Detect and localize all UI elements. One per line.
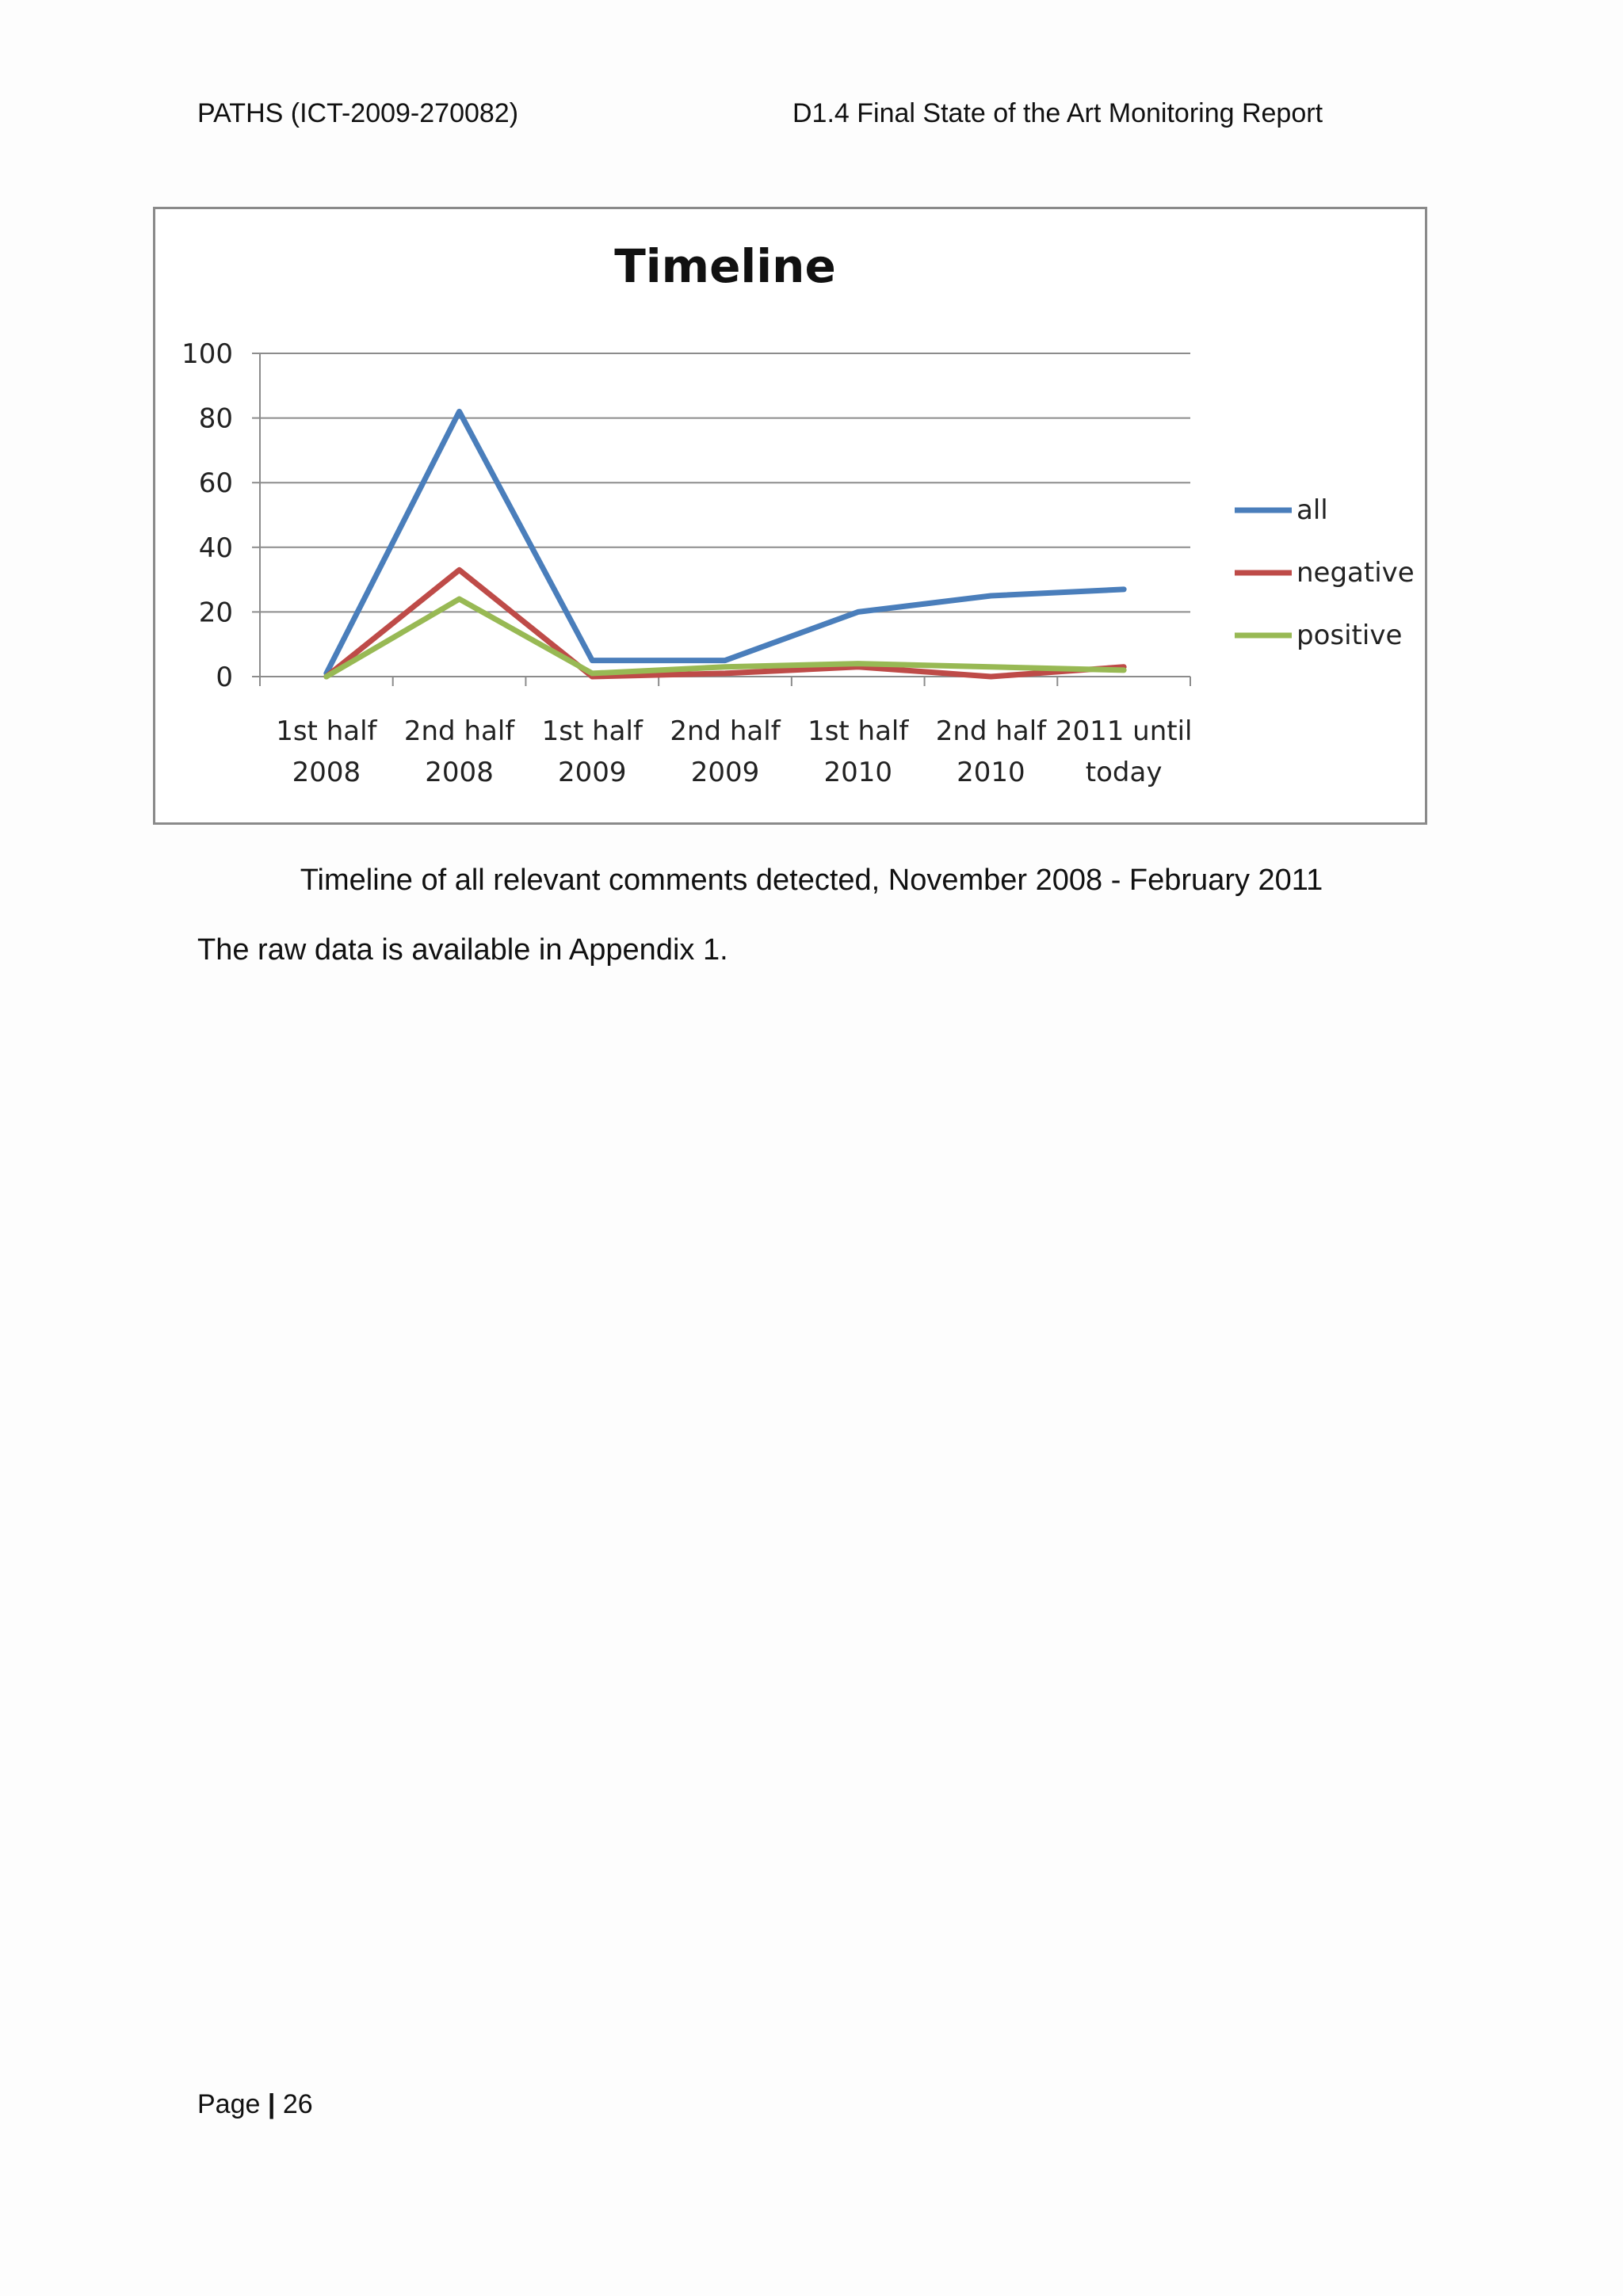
x-tick-label: 2011 until: [1055, 715, 1193, 747]
x-tick-label: today: [1085, 757, 1163, 788]
series-line-positive: [327, 599, 1124, 677]
x-tick-label: 2010: [957, 757, 1025, 788]
footer-page-label: Page: [197, 2089, 261, 2119]
y-tick-label: 20: [198, 597, 233, 629]
footer-page-number: 26: [282, 2089, 313, 2119]
y-tick-label: 100: [181, 338, 233, 370]
x-tick-label: 2009: [558, 757, 627, 788]
footer-separator: |: [267, 2089, 276, 2119]
series-line-all: [327, 411, 1124, 673]
x-tick-label: 2008: [292, 757, 361, 788]
timeline-chart: [155, 209, 1425, 822]
x-tick-label: 2nd half: [935, 715, 1047, 747]
y-tick-label: 60: [198, 467, 233, 500]
x-tick-label: 2009: [690, 757, 760, 788]
x-tick-label: 2nd half: [670, 715, 781, 747]
x-tick-label: 1st half: [276, 715, 377, 747]
x-tick-label: 1st half: [541, 715, 643, 747]
legend-label-all: all: [1296, 494, 1328, 526]
x-tick-label: 2010: [823, 757, 892, 788]
header-report-title: D1.4 Final State of the Art Monitoring Report: [792, 98, 1323, 128]
header-project-id: PATHS (ICT-2009-270082): [197, 98, 519, 128]
chart-title: Timeline: [614, 239, 836, 293]
y-tick-label: 80: [198, 402, 233, 435]
legend-label-negative: negative: [1296, 557, 1415, 589]
chart-frame: [153, 207, 1427, 825]
body-paragraph: The raw data is available in Appendix 1.: [197, 933, 728, 967]
legend-label-positive: positive: [1296, 620, 1403, 651]
x-tick-label: 1st half: [808, 715, 909, 747]
y-tick-label: 0: [216, 662, 233, 693]
y-tick-label: 40: [198, 532, 233, 564]
x-tick-label: 2008: [425, 757, 494, 788]
x-tick-label: 2nd half: [403, 715, 515, 747]
page-footer: [197, 2089, 313, 2120]
figure-caption: Timeline of all relevant comments detected, November 2008 - February 2011: [300, 864, 1323, 897]
